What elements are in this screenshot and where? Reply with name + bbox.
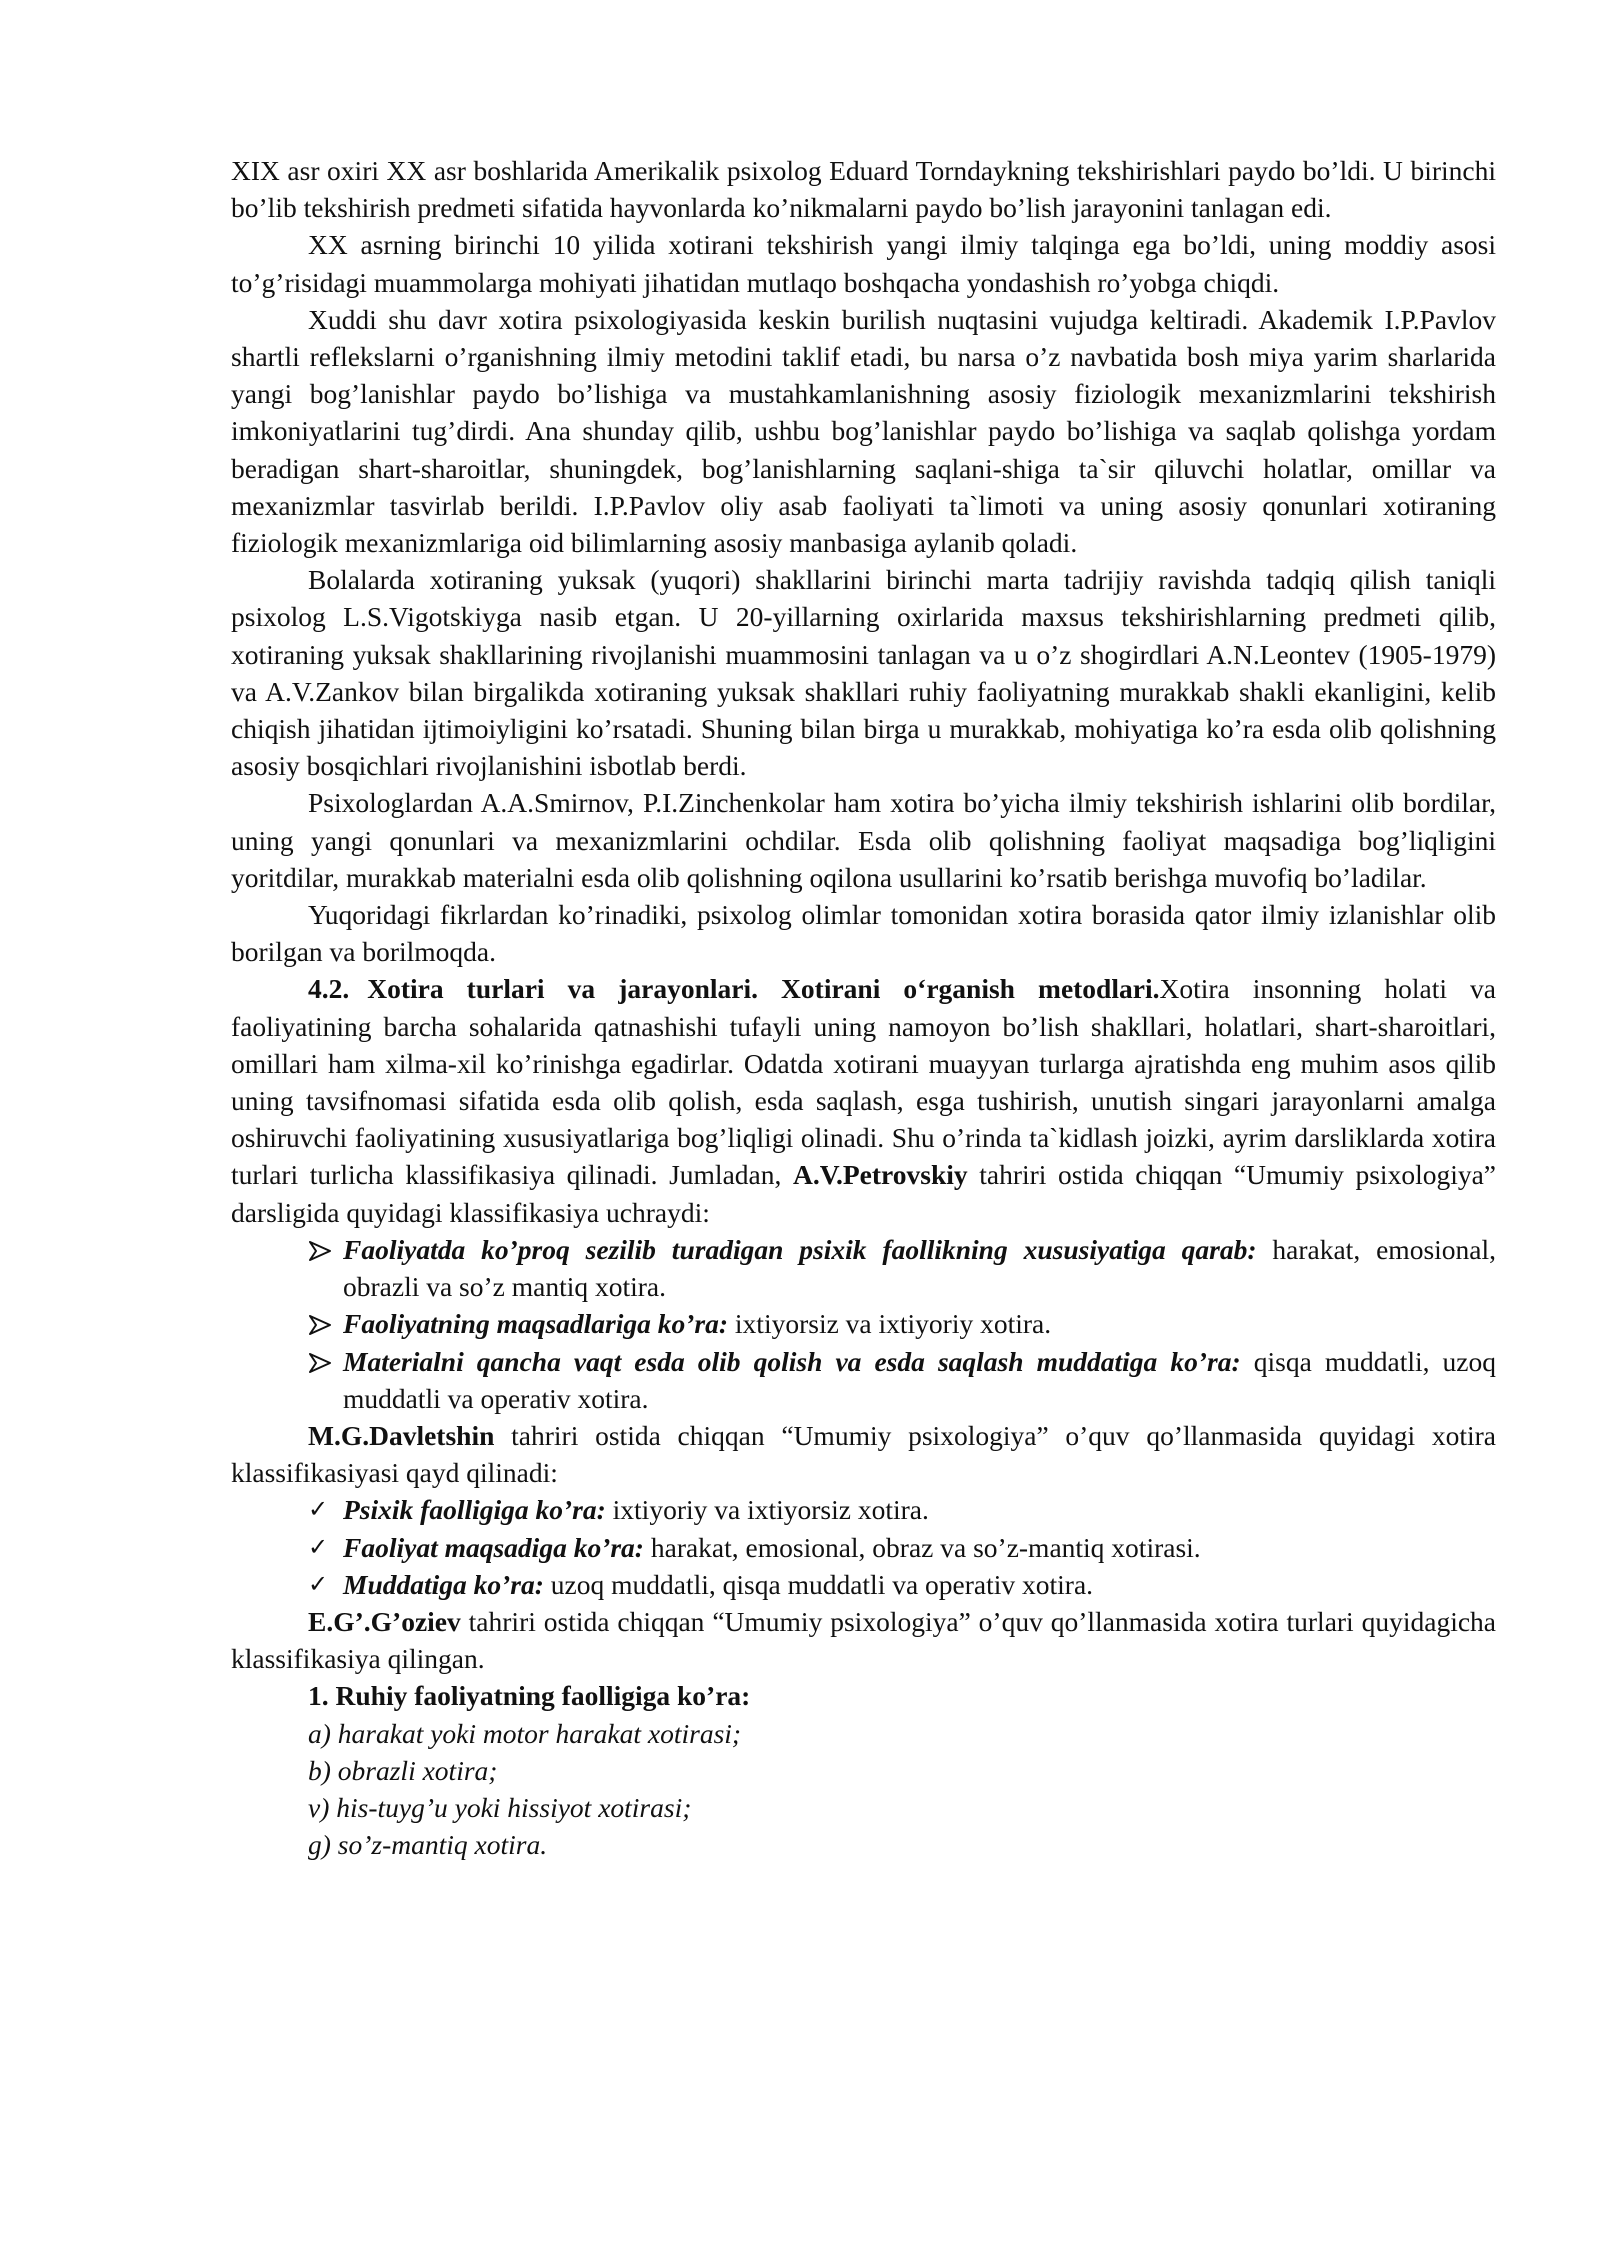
list-item [308,1343,1496,1417]
memory-type-item: g) so’z-mantiq xotira. [308,1829,548,1861]
check-bullet-icon: ✓ [308,1532,329,1561]
paragraph-6: Yuqoridagi fikrlardan ko’rinadiki, psixolog olimlar tomonidan xotira borasida qator ilmiy izlanishlar olib borilgan va borilmoqda. [231,899,1496,968]
list-item-text: ixtiyoriy va ixtiyorsiz xotira. [612,1494,929,1526]
paragraph-1: XIX asr oxiri XX asr boshlarida Amerikalik psixolog Eduard Torndaykning tekshirishlari paydo bo’ldi. U birinchi bo’lib tekshirish predmeti sifatida hayvonlarda ko’nikmalarni paydo bo’lish jarayonini tanlagan edi. [231,155,1496,224]
list-item-term: Faoliyatning maqsadlariga ko’ra: [343,1308,729,1340]
list-item [308,1529,1496,1566]
list-item-term: Faoliyatda ko’proq sezilib turadigan psixik faollikning xususiyatiga qarab: [343,1233,1257,1265]
document-page [231,152,1496,1863]
section-body: Xotira insonning holati va faoliyatining barcha sohalarida qatnashishi tufayli uning namoyon bo’lish shakllari, holatlari, shart-sharoitlari, omillari ham xilma-xil ko’rinishga egadirlar. Odatda xotirani muayyan turlarga ajratishda eng muhim asos qilib uning tavsifnomasi sifatida esda olib qolish, esda saqlash, esga tushirish, unutish singari jarayonlarni amalga oshiruvchi faoliyatining xususiyatlariga bog’liqligi olinadi. Shu o’rinda ta`kidlash joizki, ayrim darsliklarda xotira turlari turlicha klassifikasiya qilinadi. Jumladan, [231,973,1496,1191]
list-item-term: Psixik faolligiga ko’ra: [343,1494,606,1526]
author-davletshin: M.G.Davletshin [308,1419,495,1451]
author-goziev: E.G’.G’oziev [308,1605,461,1637]
list-item [308,1305,1496,1342]
list-item-text: harakat, emosional, obraz va so’z-mantiq xotirasi. [650,1531,1201,1563]
check-bullet-icon: ✓ [308,1495,329,1524]
list-item-text: qisqa muddatli, uzoq muddatli va operativ xotira. [343,1345,1497,1414]
paragraph-3: Xuddi shu davr xotira psixologiyasida keskin burilish nuqtasini vujudga keltiradi. Akademik I.P.Pavlov shartli reflekslarni o’rganishning ilmiy metodini taklif etadi, bu narsa o’z navbatida bosh miya yarim sharlarida yangi bog’lanishlar paydo bo’lishiga va mustahkamlanishning asosiy fiziologik mexanizmlarini tekshirish imkoniyatlarini tug’dirdi. Ana shunday qilib, ushbu bog’lanishlar paydo bo’lishiga va saqlab qolishga yordam beradigan shart-sharoitlar, shuningdek, bog’lanishlarning saqlani-shiga ta`sir qiluvchi holatlar, omillar va mexanizmlar tasvirlab berildi. I.P.Pavlov oliy asab faoliyati ta`limoti va uning asosiy qonunlari xotiraning fiziologik mexanizmlariga oid bilimlarning asosiy manbasiga aylanib qoladi. [231,303,1496,559]
section-body-end: tahriri ostida chiqqan “Umumiy psixologiya” darsligida quyidagi klassifikasiya uchraydi: [231,1159,1497,1228]
paragraph-4: Bolalarda xotiraning yuksak (yuqori) shakllarini birinchi marta tadrijiy ravishda tadqiq qilish taniqli psixolog L.S.Vigotskiyga nasib etgan. U 20-yillarning oxirlarida maxsus tekshirishlarning predmeti qilib, xotiraning yuksak shakllarining rivojlanishi muammosini tanlagan va u o’z shogirdlari A.N.Leontev (1905-1979) va A.V.Zankov bilan birgalikda xotiraning yuksak shakllari ruhiy faoliyatning murakkab shakli ekanligini, kelib chiqish jihatidan ijtimoiyligini ko’rsatadi. Shuning bilan birga u murakkab, mohiyatiga ko’ra esda olib qolishning asosiy bosqichlari rivojlanishini isbotlab berdi. [231,564,1496,782]
section-title: Xotira turlari va jarayonlari. Xotirani o‘rganish metodlari. [367,973,1160,1005]
davletshin-text: tahriri ostida chiqqan “Umumiy psixologiya” o’quv qo’llanmasida quyidagi xotira klassifikasiyasi qayd qilinadi: [231,1419,1497,1489]
arrow-list [231,1231,1496,1417]
list-item [308,1491,1496,1528]
list-item [308,1566,1496,1603]
paragraph-5: Psixologlardan A.A.Smirnov, P.I.Zinchenkolar ham xotira bo’yicha ilmiy tekshirish ishlarini olib bordilar, uning yangi qonunlari va mexanizmlarini ochdilar. Esda olib qolishning faoliyat maqsadiga bog’liqligini yoritdilar, murakkab materialni esda olib qolishning oqilona usullarini ko’rsatib berishga muvofiq bo’ladilar. [231,787,1496,893]
check-list [231,1491,1496,1603]
goziev-paragraph [231,1603,1496,1677]
davletshin-paragraph [231,1417,1496,1491]
memory-type-item: a) harakat yoki motor harakat xotirasi; [308,1717,742,1749]
list-item-term: Faoliyat maqsadiga ko’ra: [343,1531,644,1563]
subheading: 1. Ruhiy faoliyatning faolligiga ko’ra: [308,1680,751,1712]
list-item-text: ixtiyorsiz va ixtiyoriy xotira. [734,1308,1052,1340]
list-item-text: uzoq muddatli, qisqa muddatli va operativ xotira. [550,1568,1094,1600]
goziev-text: tahriri ostida chiqqan “Umumiy psixologiya” o’quv qo’llanmasida xotira turlari quyidagicha klassifikasiya qilingan. [231,1605,1497,1675]
list-item [308,1231,1496,1305]
section-number: 4.2. [308,973,350,1005]
author-petrovskiy: A.V.Petrovskiy [792,1159,968,1191]
list-item-term: Materialni qancha vaqt esda olib qolish va esda saqlash muddatiga ko’ra: [343,1345,1241,1377]
memory-type-item: b) obrazli xotira; [308,1754,498,1786]
list-item-text: harakat, emosional, obrazli va so’z mantiq xotira. [343,1233,1497,1303]
check-bullet-icon: ✓ [308,1569,329,1598]
section-paragraph [231,970,1496,1230]
list-item-term: Muddatiga ko’ra: [343,1568,544,1600]
memory-type-item: v) his-tuyg’u yoki hissiyot xotirasi; [308,1791,692,1823]
paragraph-2: XX asrning birinchi 10 yilida xotirani tekshirish yangi ilmiy talqinga ega bo’ldi, uning moddiy asosi to’g’risidagi muammolarga mohiyati jihatidan mutlaqo boshqacha yondashish ro’yobga chiqdi. [231,229,1496,298]
